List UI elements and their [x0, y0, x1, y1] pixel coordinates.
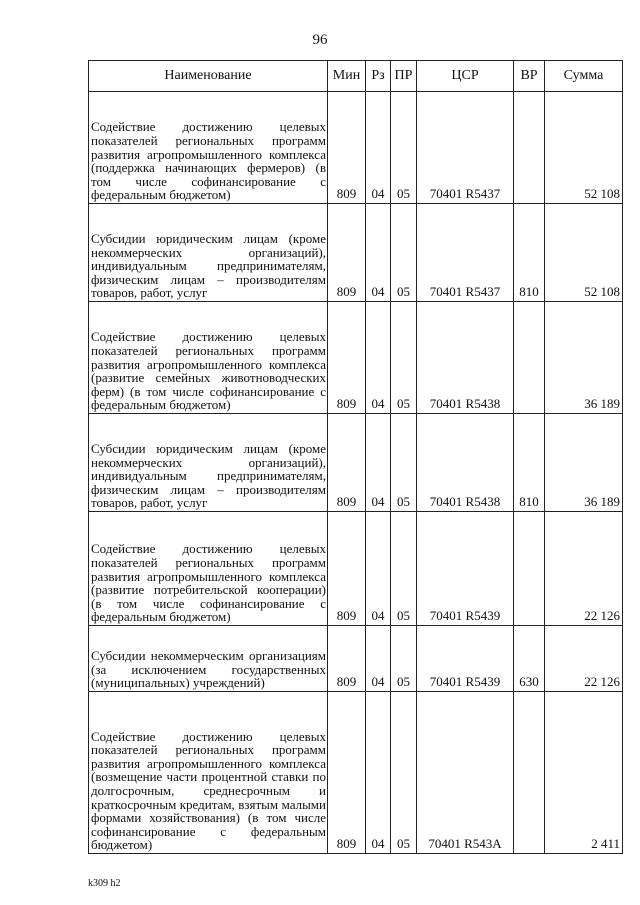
table-row — [89, 626, 623, 692]
row-rz: 04 — [366, 204, 391, 302]
header-min: Мин — [328, 61, 366, 92]
row-rz: 04 — [366, 92, 391, 204]
row-csr: 70401 R5439 — [417, 626, 514, 692]
page-number: 96 — [312, 32, 328, 48]
row-sum: 22 126 — [545, 626, 623, 692]
header-sum: Сумма — [545, 61, 623, 92]
row-sum: 36 189 — [545, 302, 623, 414]
table-row — [89, 302, 623, 414]
row-name: Содействие достижению целевых показателей региональных программ развития агропромышленного комплекса (поддержка начинающих фермеров) (в том числе софинансирование с федеральным бюджетом) — [89, 92, 328, 204]
table-row — [89, 692, 623, 854]
row-name: Содействие достижению целевых показателей региональных программ развития агропромышленного комплекса (развитие потребительской кооперации) (в том числе софинансирование с федеральным бюджетом) — [89, 512, 328, 626]
row-pr: 05 — [391, 92, 417, 204]
row-sum: 36 189 — [545, 414, 623, 512]
row-sum: 22 126 — [545, 512, 623, 626]
row-rz: 04 — [366, 302, 391, 414]
row-vr: 810 — [514, 414, 545, 512]
row-name: Содействие достижению целевых показателей региональных программ развития агропромышленного комплекса (развитие семейных животноводческих ферм) (в том числе софинансирование с федеральным бюджетом) — [89, 302, 328, 414]
row-vr — [514, 692, 545, 854]
row-pr: 05 — [391, 512, 417, 626]
budget-table — [88, 60, 623, 854]
row-name: Субсидии юридическим лицам (кроме некоммерческих организаций), индивидуальным предпринимателям, физическим лицам – производителям товаров, работ, услуг — [89, 414, 328, 512]
row-sum: 52 108 — [545, 204, 623, 302]
row-pr: 05 — [391, 692, 417, 854]
row-name: Содействие достижению целевых показателей региональных программ развития агропромышленного комплекса (возмещение части процентной ставки по долгосрочным, среднесрочным и краткосрочным кредитам, взятым малыми формами хозяйствования) (в том числе софинансирование с федеральным бюджетом) — [89, 692, 328, 854]
table-row — [89, 204, 623, 302]
row-csr: 70401 R5437 — [417, 92, 514, 204]
header-rz: Рз — [366, 61, 391, 92]
row-min: 809 — [328, 204, 366, 302]
row-vr: 630 — [514, 626, 545, 692]
header-vr: ВР — [514, 61, 545, 92]
row-vr — [514, 302, 545, 414]
row-csr: 70401 R5439 — [417, 512, 514, 626]
header-name: Наименование — [89, 61, 328, 92]
table-row — [89, 92, 623, 204]
row-rz: 04 — [366, 692, 391, 854]
row-min: 809 — [328, 626, 366, 692]
row-pr: 05 — [391, 204, 417, 302]
row-name: Субсидии юридическим лицам (кроме некоммерческих организаций), индивидуальным предпринимателям, физическим лицам – производителям товаров, работ, услуг — [89, 204, 328, 302]
row-min: 809 — [328, 692, 366, 854]
row-rz: 04 — [366, 626, 391, 692]
row-vr: 810 — [514, 204, 545, 302]
row-vr — [514, 512, 545, 626]
table-row — [89, 414, 623, 512]
row-pr: 05 — [391, 302, 417, 414]
header-pr: ПР — [391, 61, 417, 92]
row-rz: 04 — [366, 414, 391, 512]
row-min: 809 — [328, 92, 366, 204]
header-row — [89, 61, 623, 92]
row-csr: 70401 R5438 — [417, 302, 514, 414]
row-sum: 52 108 — [545, 92, 623, 204]
row-pr: 05 — [391, 626, 417, 692]
row-rz: 04 — [366, 512, 391, 626]
row-csr: 70401 R5438 — [417, 414, 514, 512]
table-row — [89, 512, 623, 626]
row-vr — [514, 92, 545, 204]
header-csr: ЦСР — [417, 61, 514, 92]
row-min: 809 — [328, 414, 366, 512]
row-sum: 2 411 — [545, 692, 623, 854]
row-pr: 05 — [391, 414, 417, 512]
row-min: 809 — [328, 302, 366, 414]
row-csr: 70401 R543А — [417, 692, 514, 854]
row-name: Субсидии некоммерческим организациям (за исключением государственных (муниципальных) учреждений) — [89, 626, 328, 692]
row-min: 809 — [328, 512, 366, 626]
footer-code: k309 h2 — [88, 878, 121, 889]
row-csr: 70401 R5437 — [417, 204, 514, 302]
